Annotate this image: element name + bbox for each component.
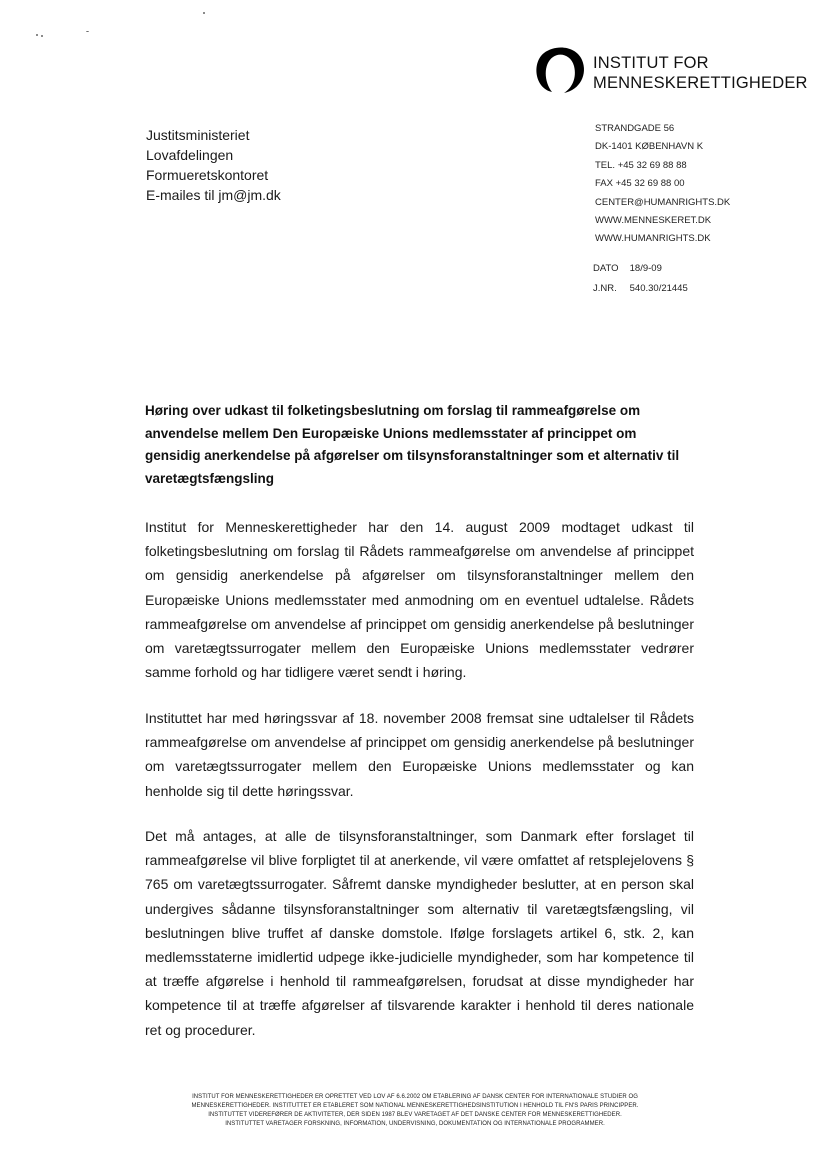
journal-number-row [593, 279, 688, 299]
recipient-line: E-mailes til jm@jm.dk [146, 187, 281, 203]
contact-line: CENTER@HUMANRIGHTS.DK [595, 196, 731, 208]
journal-number-label: J.NR. [593, 282, 617, 294]
footer-line: INSTITUT FOR MENNESKERETTIGHEDER ER OPRETTET VED LOV AF 6.6.2002 OM ETABLERING AF DANSK CENTER FOR INTERNATIONALE STUDIER OG [192, 1094, 638, 1100]
contact-line: WWW.HUMANRIGHTS.DK [595, 233, 711, 245]
institute-logo-icon [530, 44, 590, 96]
recipient-line: Justitsministeriet [146, 127, 250, 143]
letter-meta [593, 259, 688, 298]
recipient-line: Lovafdelingen [146, 147, 234, 163]
scan-speck [36, 34, 38, 36]
contact-line: TEL. +45 32 69 88 88 [595, 159, 687, 171]
letter-subject: Høring over udkast til folketingsbeslutning om forslag til rammeafgørelse om anvendelse mellem Den Europæiske Unions medlemsstater af princippet om gensidig anerkendelse på afgørelser om tilsynsforanstaltninger som et alternativ til varetægtsfængsling [145, 403, 680, 486]
scan-speck [41, 35, 43, 37]
date-row [593, 259, 688, 279]
scan-speck [203, 12, 205, 14]
contact-line: STRANDGADE 56 [595, 123, 675, 134]
body-paragraph: Institut for Menneskerettigheder har den 14. august 2009 modtaget udkast til folketingsbeslutning om forslag til Rådets rammeafgørelse om anvendelse af princippet om gensidig anerkendelse på afgørelser om tilsynsforanstaltninger mellem den Europæiske Unions medlemsstater med anmodning om en eventuel udtalelse. Rådets rammeafgørelse om anvendelse af princippet om gensidig anerkendelse på beslutninger om varetægtssurrogater mellem den Europæiske Unions medlemsstater vedrører samme forhold og har tidligere været sendt i høring. [145, 519, 694, 681]
body-paragraph: Instituttet har med høringssvar af 18. november 2008 fremsat sine udtalelser til Rådets rammeafgørelse om anvendelse af princippet om gensidig anerkendelse på beslutninger om varetægtssurrogater mellem den Europæiske Unions medlemsstater og kan henholde sig til dette høringssvar. [145, 710, 694, 799]
date-label: DATO [593, 263, 619, 274]
scan-speck [86, 31, 89, 32]
recipient-line: Formueretskontoret [146, 167, 269, 183]
institute-name-line: INSTITUT FOR [593, 54, 709, 72]
legal-footer [150, 1093, 680, 1129]
contact-line: WWW.MENNESKERET.DK [595, 215, 712, 227]
footer-line: INSTITUTTET VIDEREFØRER DE AKTIVITETER, DER SIDEN 1987 BLEV VARETAGET AF DET DANSKE CENTER FOR MENNESKERETTIGHEDER. [208, 1112, 622, 1118]
contact-block [595, 120, 730, 249]
recipient-address [146, 125, 281, 205]
footer-line: MENNESKERETTIGHEDER. INSTITUTTET ER ETABLERET SOM NATIONAL MENNESKERETTIGHEDSINSTITUTION I HENHOLD TIL FN'S PARIS PRINCIPPER. [191, 1103, 639, 1109]
contact-line: FAX +45 32 69 88 00 [595, 178, 685, 190]
date-value: 18/9-09 [629, 263, 662, 274]
body-paragraph: Det må antages, at alle de tilsynsforanstaltninger, som Danmark efter forslaget til rammeafgørelse vil blive forpligtet til at anerkende, vil være omfattet af retsplejelovens § 765 om varetægtssurrogater. Såfremt danske myndigheder beslutter, at en person skal undergives sådanne tilsynsforanstaltninger som alternativ til varetægtsfængsling, vil beslutningen blive truffet af danske domstole. Ifølge forslagets artikel 6, stk. 2, kan medlemsstaterne imidlertid udpege ikke-judicielle myndigheder, som har kompetence til at træffe afgørelse i henhold til rammeafgørelsen, forudsat at disse myndigheder har kompetence til at træffe afgørelser af tilsvarende karakter i henhold til deres nationale ret og procedurer. [145, 828, 694, 1038]
institute-name [593, 53, 808, 93]
footer-line: INSTITUTTET VARETAGER FORSKNING, INFORMATION, UNDERVISNING, DOKUMENTATION OG INTERNATIONALE PROGRAMMER. [225, 1121, 605, 1127]
contact-line: DK-1401 KØBENHAVN K [595, 141, 704, 153]
institute-name-line: MENNESKERETTIGHEDER [593, 74, 808, 92]
journal-number-value: 540.30/21445 [629, 282, 688, 294]
